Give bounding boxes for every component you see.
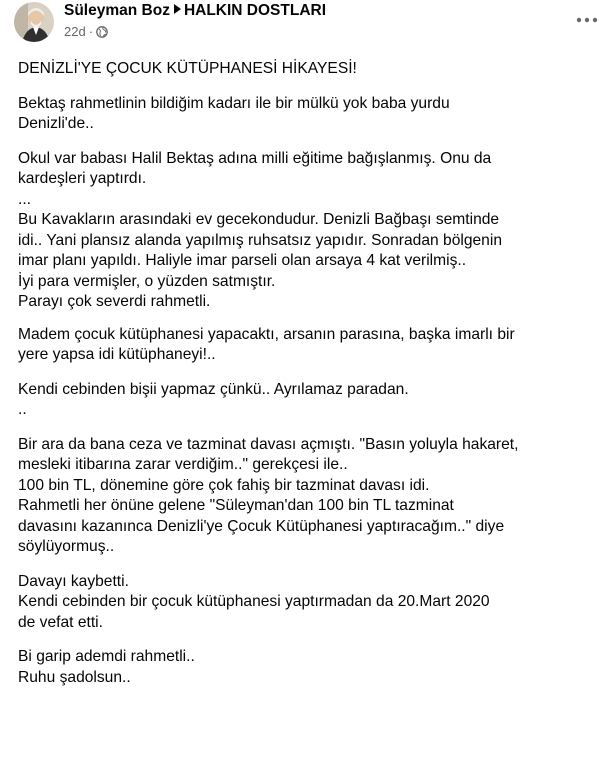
post-paragraph: Kendi cebinden bişii yapmaz çünkü.. Ayrılamaz paradan. .. [18,380,409,418]
post-paragraph: Madem çocuk kütüphanesi yapacaktı, arsanın parasına, başka imarlı bir yere yapsa idi kütüphaneyi!.. [18,325,515,363]
post-paragraph: Okul var babası Halil Bektaş adına milli eğitime bağışlanmış. Onu da kardeşleri yaptırdı. ... Bu Kavakların arasındaki ev gecekondudur. Denizli Bağbaşı semtinde idi.. Yani plansız alanda yapılmış ruhsatsız yapıdır. Sonradan bölgenin imar planı yapıldı. Haliyle imar parseli olan arsaya 4 kat verilmiş.. İyi para vermişler, o yüzden satmıştır. Parayı çok severdi rahmetli. [18,149,502,310]
meta-separator: · [88,24,94,39]
post-paragraph: Bi garip ademdi rahmetli.. Ruhu şadolsun.. [18,648,195,686]
triangle-right-icon [174,4,181,14]
post-timestamp[interactable]: 22d [64,24,86,39]
post-paragraph: Davayı kaybetti. Kendi cebinden bir çocuk kütüphanesi yaptırmadan da 20.Mart 2020 de vefat etti. [18,572,490,631]
post-paragraph: Bektaş rahmetlinin bildiğim kadarı ile bir mülkü yok baba yurdu Denizli'de.. [18,94,450,132]
post-header [0,0,615,58]
more-options-button[interactable] [573,6,601,34]
author-line [64,1,326,20]
group-name[interactable]: HALKIN DOSTLARI [183,2,327,19]
more-horizontal-icon [576,17,598,23]
author-name[interactable]: Süleyman Boz [64,2,170,19]
post-body [18,59,608,702]
post-paragraph: Bir ara da bana ceza ve tazminat davası açmıştı. "Basın yoluyla hakaret, mesleki itibarına zarar verdiğim.." gerekçesi ile.. 100 bin TL, dönemine göre çok fahiş bir tazminat davası idi. Rahmetli her önüne gelene "Süleyman'dan 100 bin TL tazminat davasını kazanınca Denizli'ye Çocuk Kütüphanesi yaptıracağım.." diye söylüyormuş.. [18,435,519,555]
globe-icon [96,26,108,42]
avatar[interactable] [14,2,54,42]
post-meta [64,24,108,42]
post-title: DENİZLİ'YE ÇOCUK KÜTÜPHANESİ HİKAYESİ! [18,60,357,77]
